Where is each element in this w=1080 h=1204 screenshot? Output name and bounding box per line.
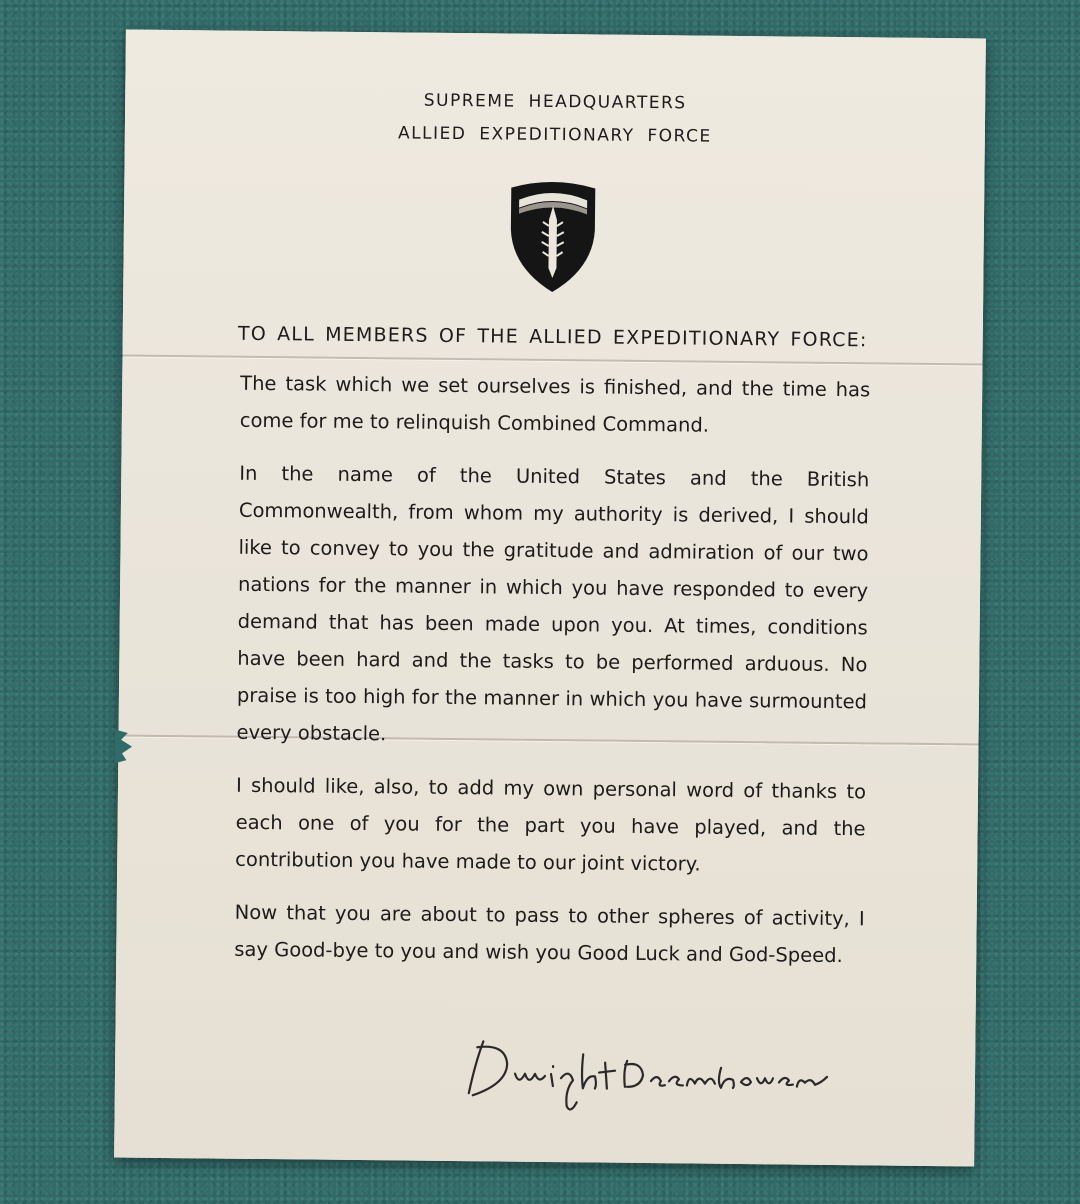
letter-sheet (114, 30, 986, 1167)
shaef-shoulder-insignia-icon (506, 180, 599, 295)
fold-crease (123, 355, 983, 366)
salutation: TO ALL MEMBERS OF THE ALLIED EXPEDITIONARY FORCE: (237, 322, 868, 352)
letterhead-line-2: ALLIED EXPEDITIONARY FORCE (397, 123, 712, 147)
paragraph: The task which we set ourselves is finished, and the time has come for me to relinquish Combined Command. (239, 371, 871, 437)
letter-body (234, 365, 870, 991)
letterhead (125, 82, 986, 157)
letterhead-line-1: SUPREME HEADQUARTERS (423, 90, 687, 114)
paragraph: I should like, also, to add my own personal word of thanks to each one of you for the part you have played, and the contribution you have made to our joint victory. (235, 773, 867, 876)
handwritten-signature (455, 1023, 876, 1117)
paragraph: Now that you are about to pass to other spheres of activity, I say Good-bye to you and wish you Good Luck and God-Speed. (234, 900, 865, 968)
paragraph: In the name of the United States and the British Commonwealth, from whom my authority is derived, I should like to convey to you the gratitude and admiration of our two nations for the manner in which you have responded to every demand that has been made upon you. At times, conditions have been hard and the tasks to be performed arduous. No praise is too high for the manner in which you have surmounted every obstacle. (236, 461, 870, 746)
